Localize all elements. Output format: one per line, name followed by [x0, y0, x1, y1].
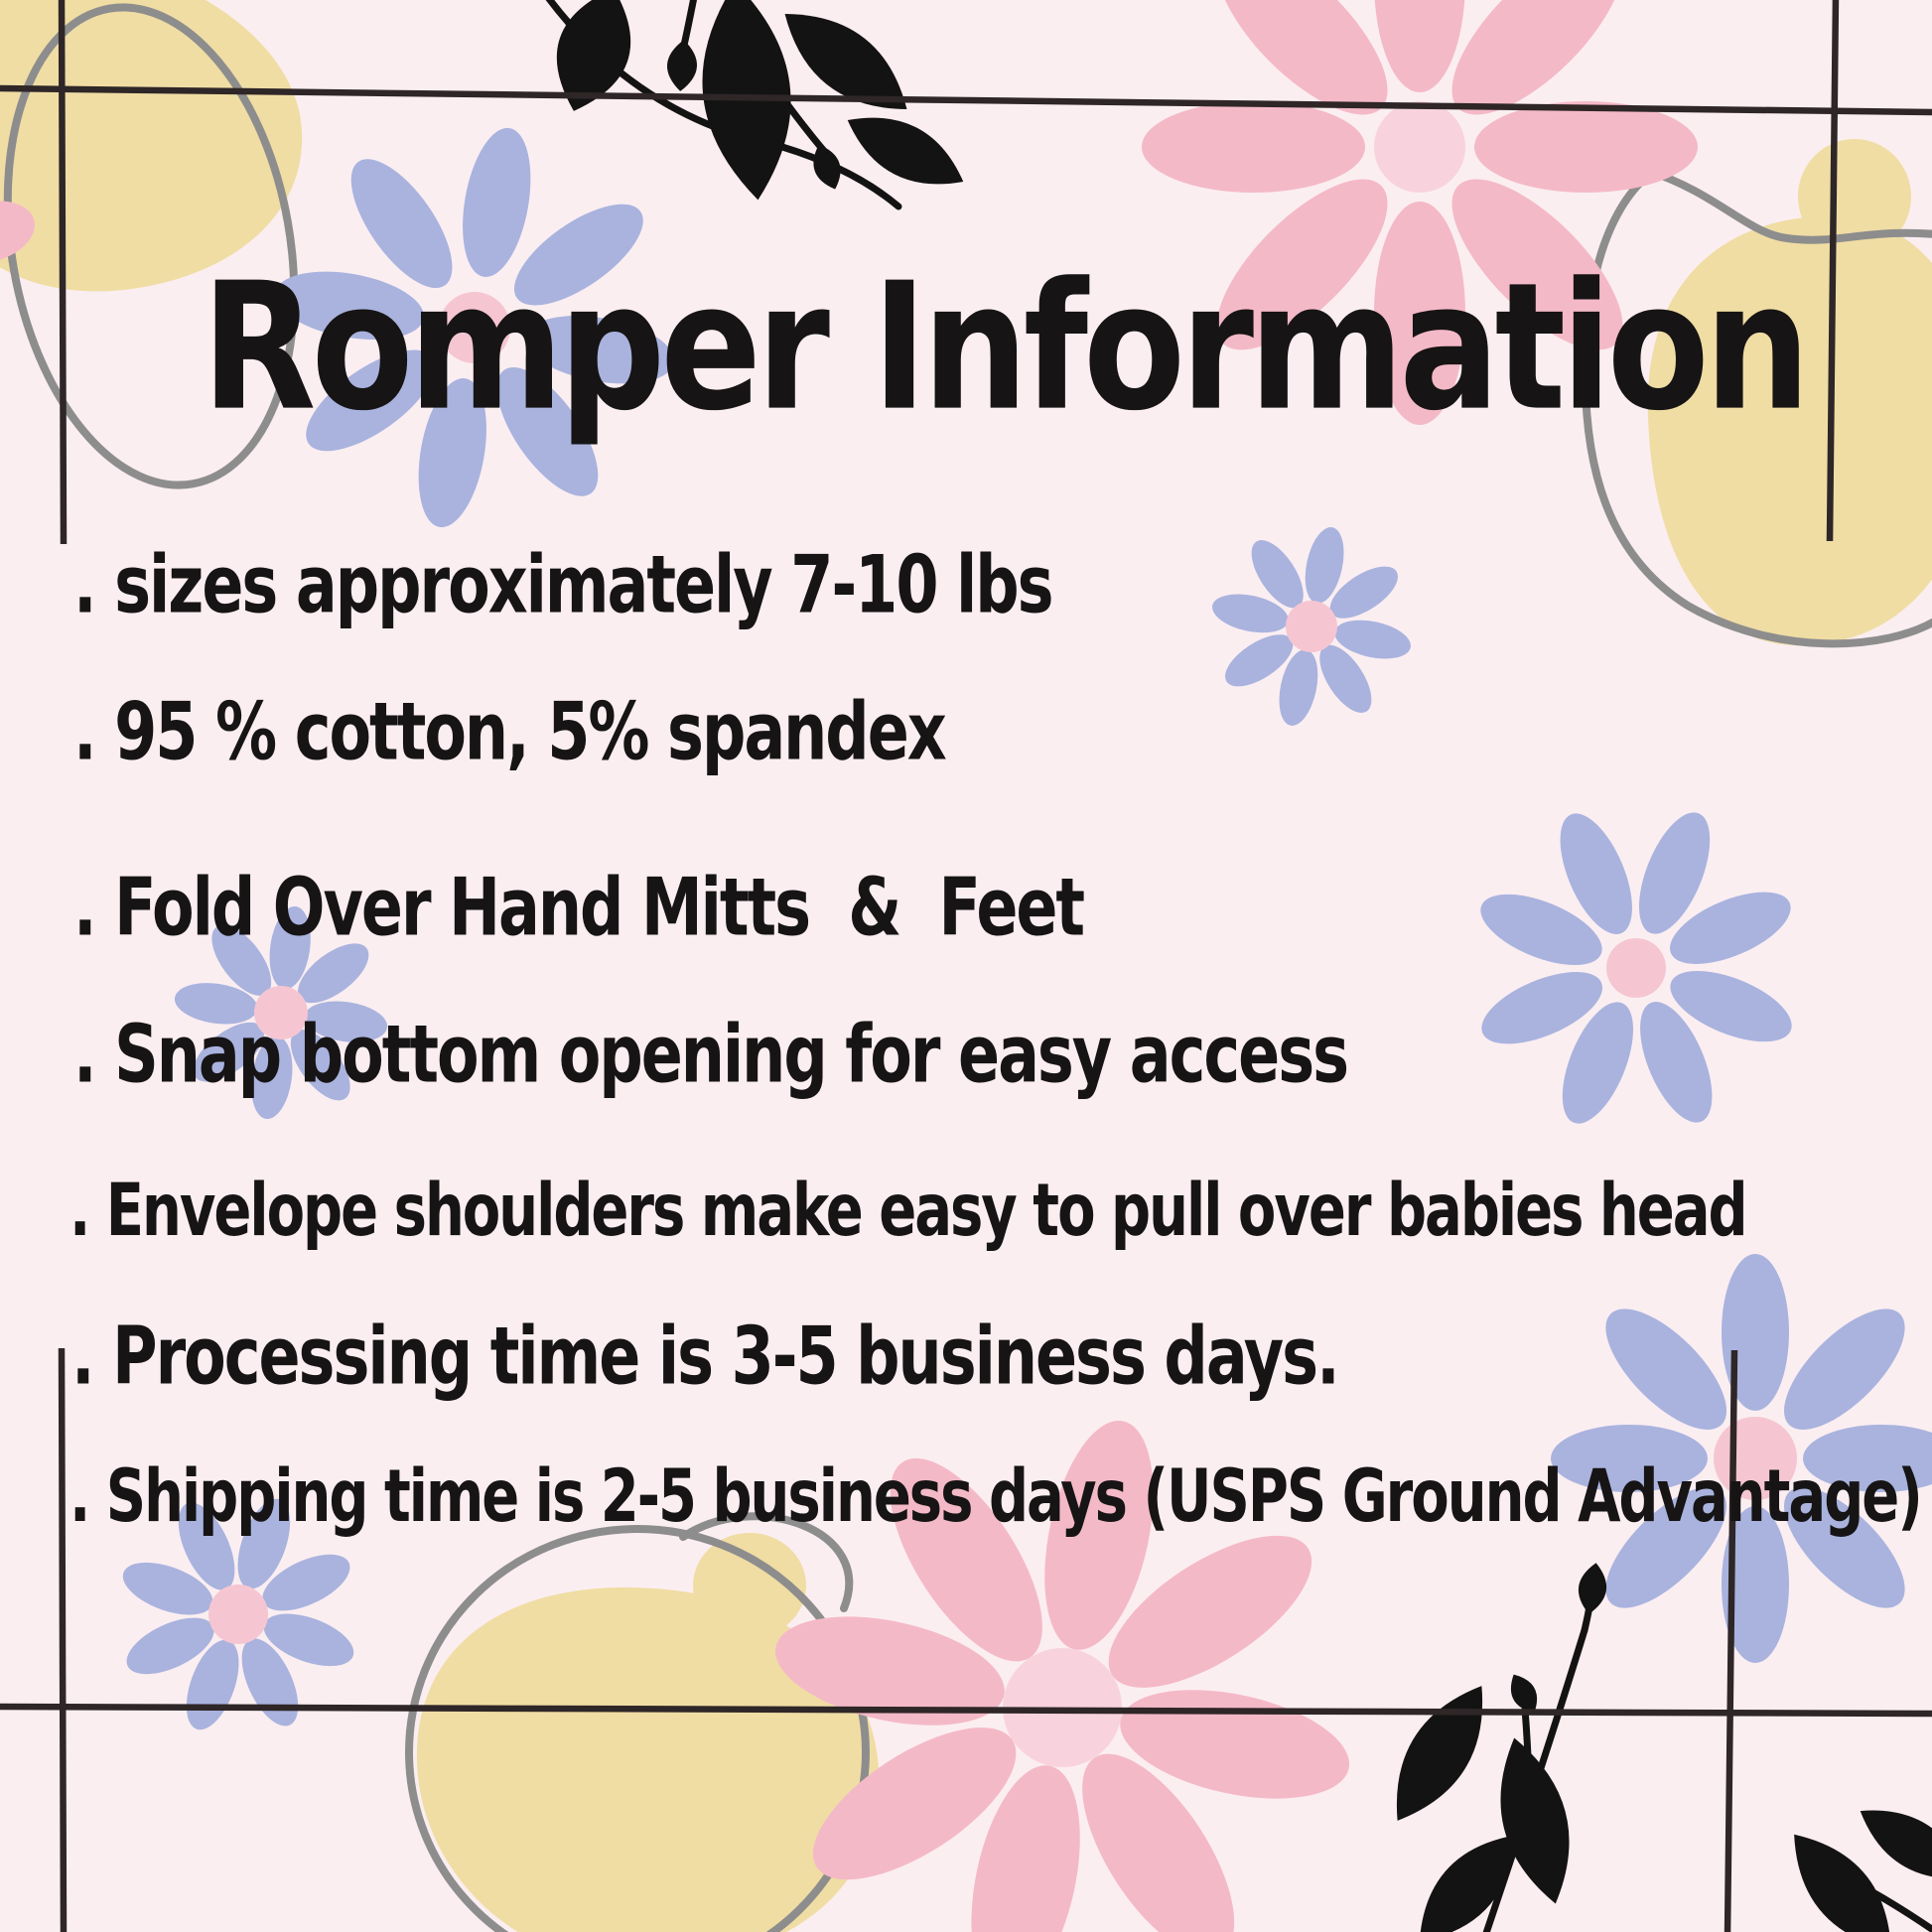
bullet-shipping-time: . Shipping time is 2-5 business days (USPS Ground Advantage)	[69, 1454, 1921, 1539]
bullet-processing-time: . Processing time is 3-5 business days.	[71, 1309, 1338, 1404]
page-title: Romper Information	[202, 245, 1806, 451]
bullet-snap-bottom: . Snap bottom opening for easy access	[73, 1007, 1348, 1102]
bullet-mitts-feet: . Fold Over Hand Mitts & Feet	[73, 860, 1084, 955]
bullet-envelope-shoulders: . Envelope shoulders make easy to pull over babies head	[69, 1169, 1746, 1253]
bullet-sizes: . sizes approximately 7-10 lbs	[73, 537, 1052, 632]
bullet-fabric: . 95 % cotton, 5% spandex	[73, 684, 945, 779]
